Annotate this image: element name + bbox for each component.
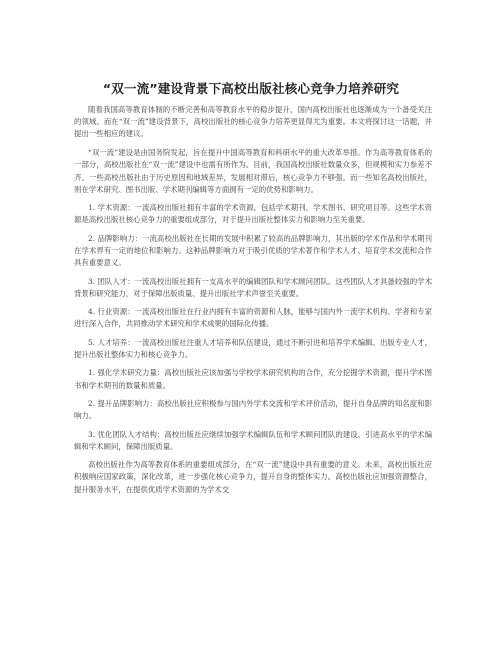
paragraph-brand-influence: 2. 品牌影响力：一流高校出版社在长期的发展中积累了较高的品牌影响力，其出版的学术作品和学术期刊在学术界有一定的地位和影响力。这种品牌影响力对于吸引优质的学术著作和学术人才、培育学术交流和合作具有重要意义。 (74, 233, 432, 268)
paragraph-background: “双一流”建设是由国务院发起，旨在提升中国高等教育和科研水平的重大改革举措。作为高等教育体系的一部分，高校出版社在“双一流”建设中也需有所作为。目前，我国高校出版社数量众多，但规模和实力参差不齐。一些高校出版社由于历史原因和地域差异，发展相对滞后，核心竞争力不够强。而一些知名高校出版社，则在学术研究、图书出版、学术期刊编辑等方面拥有一定的优势和影响力。 (74, 148, 432, 194)
paragraph-academic-resources: 1. 学术资源：一流高校出版社拥有丰富的学术资源，包括学术期刊、学术图书、研究项目等。这些学术资源是高校出版社核心竞争力的重要组成部分，对于提升出版社整体实力和影响力至关重要。 (74, 203, 432, 225)
paragraph-suggestion-research: 1. 强化学术研究力量：高校出版社应该加强与学校学术研究机构的合作，充分挖掘学术资源，提升学术图书和学术期刊的数量和质量。 (74, 368, 432, 390)
paragraph-team-talent: 3. 团队人才：一流高校出版社拥有一支高水平的编辑团队和学术顾问团队。这些团队人才具备较强的学术背景和研究能力，对于保障出版质量、提升出版社学术声誉至关重要。 (74, 276, 432, 298)
paragraph-industry-resources: 4. 行业资源：一流高校出版社在行业内拥有丰富的资源和人脉，能够与国内外一流学术机构、学者和专家进行深入合作，共同推动学术研究和学术成果的国际化传播。 (74, 307, 432, 329)
paragraph-suggestion-team: 3. 优化团队人才结构：高校出版社应继续加强学术编辑队伍和学术顾问团队的建设，引进高水平的学术编辑和学术顾问，保障出版质量。 (74, 429, 432, 451)
document-title: “双一流”建设背景下高校出版社核心竞争力培养研究 (102, 81, 400, 96)
paragraph-suggestion-brand: 2. 提升品牌影响力：高校出版社应积极参与国内外学术交流和学术评价活动，提升自身品牌的知名度和影响力。 (74, 398, 432, 421)
paragraph-intro: 随着我国高等教育体制的不断完善和高等教育水平的稳步提升，国内高校出版社也逐渐成为一个备受关注的领域。而在“双一流”建设背景下，高校出版社的核心竞争力培养更显得尤为重要。本文将探讨这一话题，并提出一些相应的建议。 (74, 105, 432, 139)
paragraph-talent-cultivation: 5. 人才培养：一流高校出版社注重人才培养和队伍建设，通过不断引进和培养学术编辑、出版专业人才，提升出版社整体实力和核心竞争力。 (74, 337, 432, 359)
document-body (74, 104, 432, 502)
paragraph-conclusion: 高校出版社作为高等教育体系的重要组成部分，在“双一流”建设中具有重要的意义。未来，高校出版社应积极响应国家政策，深化改革，进一步强化核心竞争力，提升自身的整体实力。高校出版社应加强资源整合，提升服务水平，在提供优质学术资源的为学术交 (74, 460, 432, 494)
